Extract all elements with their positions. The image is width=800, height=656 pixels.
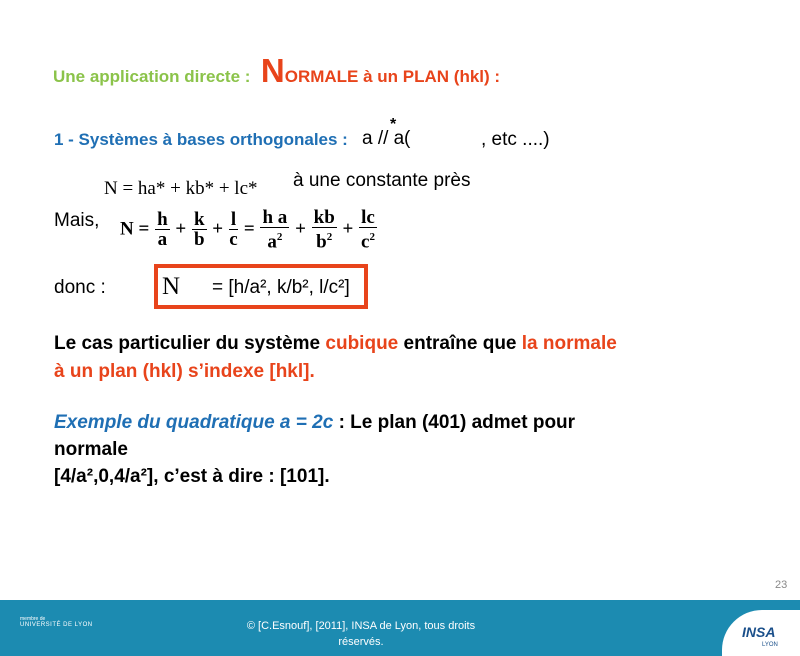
frac-kb-b2: $\frac{kb}{b^2}$ [313, 207, 335, 253]
section-formula [362, 128, 404, 150]
eq-n: N = [120, 218, 150, 240]
frac-lc-c2: $\frac{lc}{c^2}$ [361, 207, 375, 253]
title-prefix: Une application directe : [53, 67, 251, 86]
slide-title [53, 52, 500, 90]
mais-label: Mais, [54, 210, 100, 231]
paragraph-cubic: Le cas particulier du système cubique entraîne que la normale à un plan (hkl) s’indexe [hkl]. [54, 333, 617, 382]
frac-ha-a2: $\frac{\text{h a}}{a^2}$ [262, 207, 288, 253]
equation-n: N = ha* + kb* + lc* [104, 178, 258, 199]
formula-paren: ( [404, 128, 411, 149]
frac-k-b: $\frac{k}{b}$ [193, 209, 205, 251]
section-etc: , etc ....) [481, 129, 550, 150]
title-big-n: N [260, 52, 285, 89]
section-label: 1 - Systèmes à bases orthogonales : [54, 130, 348, 149]
paragraph-example: Exemple du quadratique a = 2c : Le plan (401) admet pour normale [4/a²,0,4/a²], c’est à dire : [101]. [54, 412, 576, 487]
frac-l-c: $\frac{l}{c}$ [229, 209, 238, 251]
formula-star: * [390, 116, 397, 133]
frac-h-a: $\frac{h}{a}$ [157, 209, 168, 251]
insa-logo: INSA LYON [722, 610, 800, 656]
formula-text: a // a [362, 128, 405, 149]
section-heading [54, 130, 348, 150]
footer-bar [0, 600, 800, 656]
equation-note: à une constante près [293, 170, 471, 191]
result-n: N [162, 273, 181, 300]
donc-label: donc : [54, 277, 106, 298]
universite-logo: membre de UNIVERSITÉ DE LYON [20, 616, 93, 628]
page-number: 23 [775, 579, 788, 591]
mais-equation: N = $\frac{h}{a}$ + $\frac{k}{b}$ + $\frac{l}{c}$ = $\frac{\text{h a}}{a^2}$ + $\frac{kb}{b^2}$ + $\frac{lc}{c^2}$ [120, 207, 375, 253]
footer-copyright: © [C.Esnouf], [2011], INSA de Lyon, tous droits réservés. [246, 620, 476, 648]
title-rest: ORMALE à un PLAN (hkl) : [284, 67, 501, 86]
result-value: = [h/a², k/b², l/c²] [212, 277, 350, 298]
